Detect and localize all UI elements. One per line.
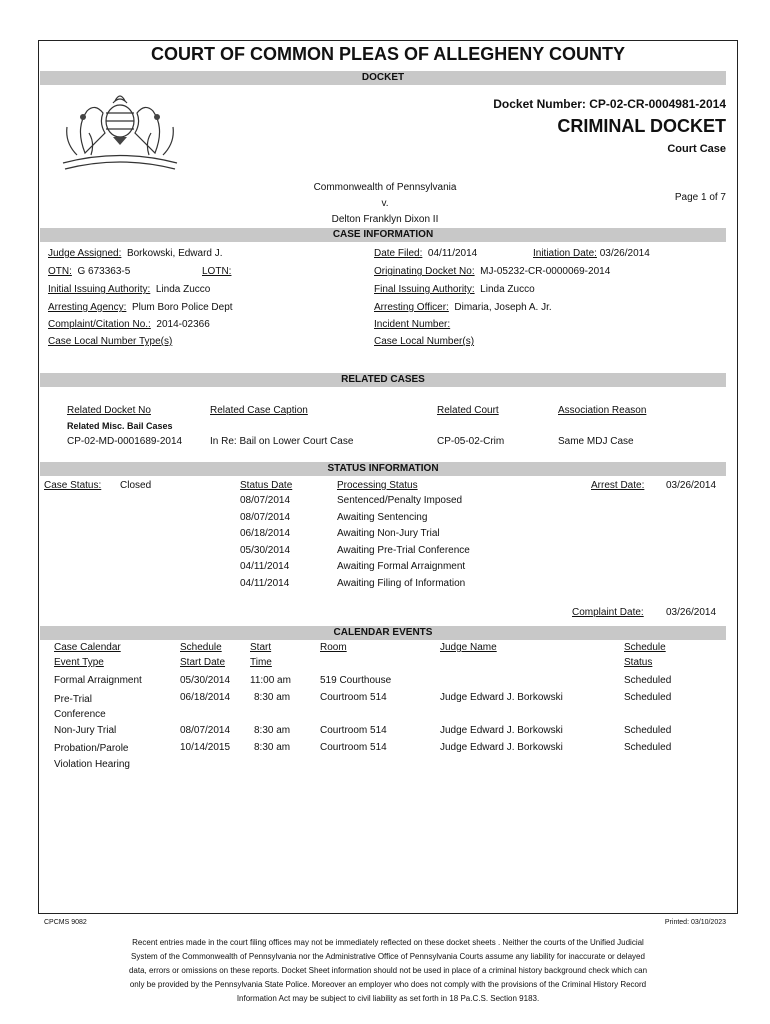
date-filed-label: Date Filed: (374, 248, 423, 259)
status-date: 04/11/2014 (240, 561, 290, 572)
arrest-date-label: Arrest Date: (591, 480, 645, 491)
event-room: 519 Courthouse (320, 675, 392, 686)
init-auth-label: Initial Issuing Authority: (48, 284, 151, 295)
event-judge: Judge Edward J. Borkowski (440, 725, 563, 736)
event-status: Scheduled (624, 742, 672, 753)
event-type: Pre-Trial (54, 694, 92, 705)
event-date: 10/14/2015 (180, 742, 231, 753)
complaint-date-value: 03/26/2014 (666, 607, 717, 618)
case-status-value: Closed (120, 480, 152, 491)
event-time: 8:30 am (254, 742, 291, 753)
judge-label: Judge Assigned: (48, 248, 122, 259)
event-status: Scheduled (624, 675, 672, 686)
lotn-label: LOTN: (202, 266, 232, 277)
page-number: Page 1 of 7 (674, 192, 726, 203)
arrest-date-value: 03/26/2014 (666, 480, 717, 491)
case-type: Court Case (667, 143, 726, 155)
event-type: Non-Jury Trial (54, 725, 117, 736)
date-filed-value: 04/11/2014 (427, 248, 478, 259)
otn-label: OTN: (48, 266, 72, 277)
judge-value: Borkowski, Edward J. (126, 248, 223, 259)
processing-status: Awaiting Formal Arraignment (337, 561, 466, 572)
related-group-label: Related Misc. Bail Cases (67, 421, 173, 431)
case-status-label: Case Status: (44, 480, 102, 491)
initiation-row (533, 248, 650, 259)
case-info-bar: CASE INFORMATION (40, 228, 726, 242)
officer-label: Arresting Officer: (374, 302, 449, 313)
court-title: COURT OF COMMON PLEAS OF ALLEGHENY COUNTY (150, 44, 625, 64)
event-judge: Judge Edward J. Borkowski (440, 692, 563, 703)
event-date: 06/18/2014 (180, 692, 231, 703)
disclaimer (80, 936, 696, 1006)
complaint-value: 2014-02366 (156, 319, 210, 330)
agency-label: Arresting Agency: (48, 302, 127, 313)
status-date: 08/07/2014 (240, 495, 291, 506)
status-date: 04/11/2014 (240, 578, 290, 589)
status-date: 06/18/2014 (240, 528, 291, 539)
disclaimer-line: Information Act may be subject to civil liability as set forth in 18 Pa.C.S. Section 9183. (236, 994, 540, 1003)
event-date: 05/30/2014 (180, 675, 231, 686)
processing-status-header: Processing Status (337, 480, 418, 491)
processing-status: Awaiting Pre-Trial Conference (337, 545, 470, 556)
final-auth-value: Linda Zucco (480, 284, 535, 295)
orig-docket-row (374, 266, 610, 277)
related-court-value: CP-05-02-Crim (437, 436, 505, 447)
event-type-cont: Conference (54, 709, 106, 720)
association-reason-header: Association Reason (558, 405, 647, 416)
event-status: Scheduled (624, 725, 672, 736)
event-time: 11:00 am (250, 675, 291, 686)
agency-value: Plum Boro Police Dept (131, 302, 233, 313)
event-judge: Judge Edward J. Borkowski (440, 742, 563, 753)
start-time-header-2: Time (250, 657, 272, 668)
local-num-label: Case Local Number(s) (374, 336, 475, 347)
caption-line1: Commonwealth of Pennsylvania (313, 182, 457, 193)
docket-type: CRIMINAL DOCKET (557, 116, 726, 136)
schedule-date-header-1: Schedule (180, 642, 222, 653)
complaint-date-label: Complaint Date: (572, 607, 644, 618)
event-type: Probation/Parole (54, 743, 129, 754)
related-docket-value: CP-02-MD-0001689-2014 (67, 436, 183, 447)
orig-docket-label: Originating Docket No: (374, 266, 475, 277)
status-date-header: Status Date (240, 480, 293, 491)
event-type: Formal Arraignment (54, 675, 142, 686)
processing-status: Awaiting Sentencing (337, 512, 428, 523)
judge-row (48, 248, 223, 259)
processing-status: Awaiting Filing of Information (337, 578, 466, 589)
association-reason-value: Same MDJ Case (558, 436, 634, 447)
event-type-cont: Violation Hearing (54, 759, 130, 770)
disclaimer-line: Recent entries made in the court filing offices may not be immediately reflected on these docket sheets . Neither the courts of the Unified Judicial (132, 938, 644, 947)
complaint-label: Complaint/Citation No.: (48, 319, 151, 330)
room-header: Room (320, 642, 347, 653)
init-auth-row (48, 284, 210, 295)
event-date: 08/07/2014 (180, 725, 231, 736)
docket-bar: DOCKET (40, 71, 726, 85)
related-caption-header: Related Case Caption (210, 405, 308, 416)
related-cases-bar: RELATED CASES (40, 373, 726, 387)
event-room: Courtroom 514 (320, 742, 387, 753)
disclaimer-line: System of the Commonwealth of Pennsylvania nor the Administrative Office of Pennsylvania Courts assume any liability for inaccurate or delayed (131, 952, 645, 961)
calendar-events-bar: CALENDAR EVENTS (40, 626, 726, 640)
event-type-header-2: Event Type (54, 657, 104, 668)
initiation-value: 03/26/2014 (599, 248, 650, 259)
status-date: 05/30/2014 (240, 545, 291, 556)
status-info-bar: STATUS INFORMATION (40, 462, 726, 476)
pennsylvania-seal-icon (55, 93, 185, 175)
final-auth-row (374, 284, 535, 295)
start-time-header-1: Start (250, 642, 272, 653)
status-date: 08/07/2014 (240, 512, 291, 523)
orig-docket-value: MJ-05232-CR-0000069-2014 (480, 266, 611, 277)
related-docket-header: Related Docket No (67, 405, 151, 416)
event-time: 8:30 am (254, 725, 291, 736)
judge-name-header: Judge Name (440, 642, 497, 653)
officer-row (374, 302, 552, 313)
incident-label: Incident Number: (374, 319, 451, 330)
otn-row (48, 266, 130, 277)
processing-status: Sentenced/Penalty Imposed (337, 495, 463, 506)
schedule-status-header-2: Status (624, 657, 653, 668)
related-caption-value: In Re: Bail on Lower Court Case (210, 436, 354, 447)
printed-date: Printed: 03/10/2023 (664, 919, 726, 926)
event-time: 8:30 am (254, 692, 291, 703)
event-room: Courtroom 514 (320, 692, 387, 703)
caption-line2: v. (381, 198, 389, 209)
event-type-header-1: Case Calendar (54, 642, 121, 653)
docket-number: Docket Number: CP-02-CR-0004981-2014 (493, 97, 726, 111)
schedule-date-header-2: Start Date (180, 657, 226, 668)
final-auth-label: Final Issuing Authority: (374, 284, 475, 295)
initiation-label: Initiation Date: (533, 248, 597, 259)
related-court-header: Related Court (437, 405, 499, 416)
officer-value: Dimaria, Joseph A. Jr. (454, 302, 552, 313)
agency-row (48, 302, 233, 313)
event-room: Courtroom 514 (320, 725, 387, 736)
disclaimer-line: only be provided by the Pennsylvania State Police. Moreover an employer who does not comply with the provisions of the Criminal History Record (129, 980, 647, 989)
init-auth-value: Linda Zucco (155, 284, 211, 295)
disclaimer-line: data, errors or omissions on these reports. Docket Sheet information should not be used in place of a criminal history background check which can (128, 966, 648, 975)
otn-value: G 673363-5 (77, 266, 131, 277)
event-status: Scheduled (624, 692, 672, 703)
processing-status: Awaiting Non-Jury Trial (337, 528, 440, 539)
date-filed-row (374, 248, 477, 259)
schedule-status-header-1: Schedule (624, 642, 666, 653)
local-type-label: Case Local Number Type(s) (48, 336, 173, 347)
caption-line3: Delton Franklyn Dixon II (331, 214, 439, 225)
form-id: CPCMS 9082 (44, 919, 87, 926)
complaint-row (48, 319, 210, 330)
